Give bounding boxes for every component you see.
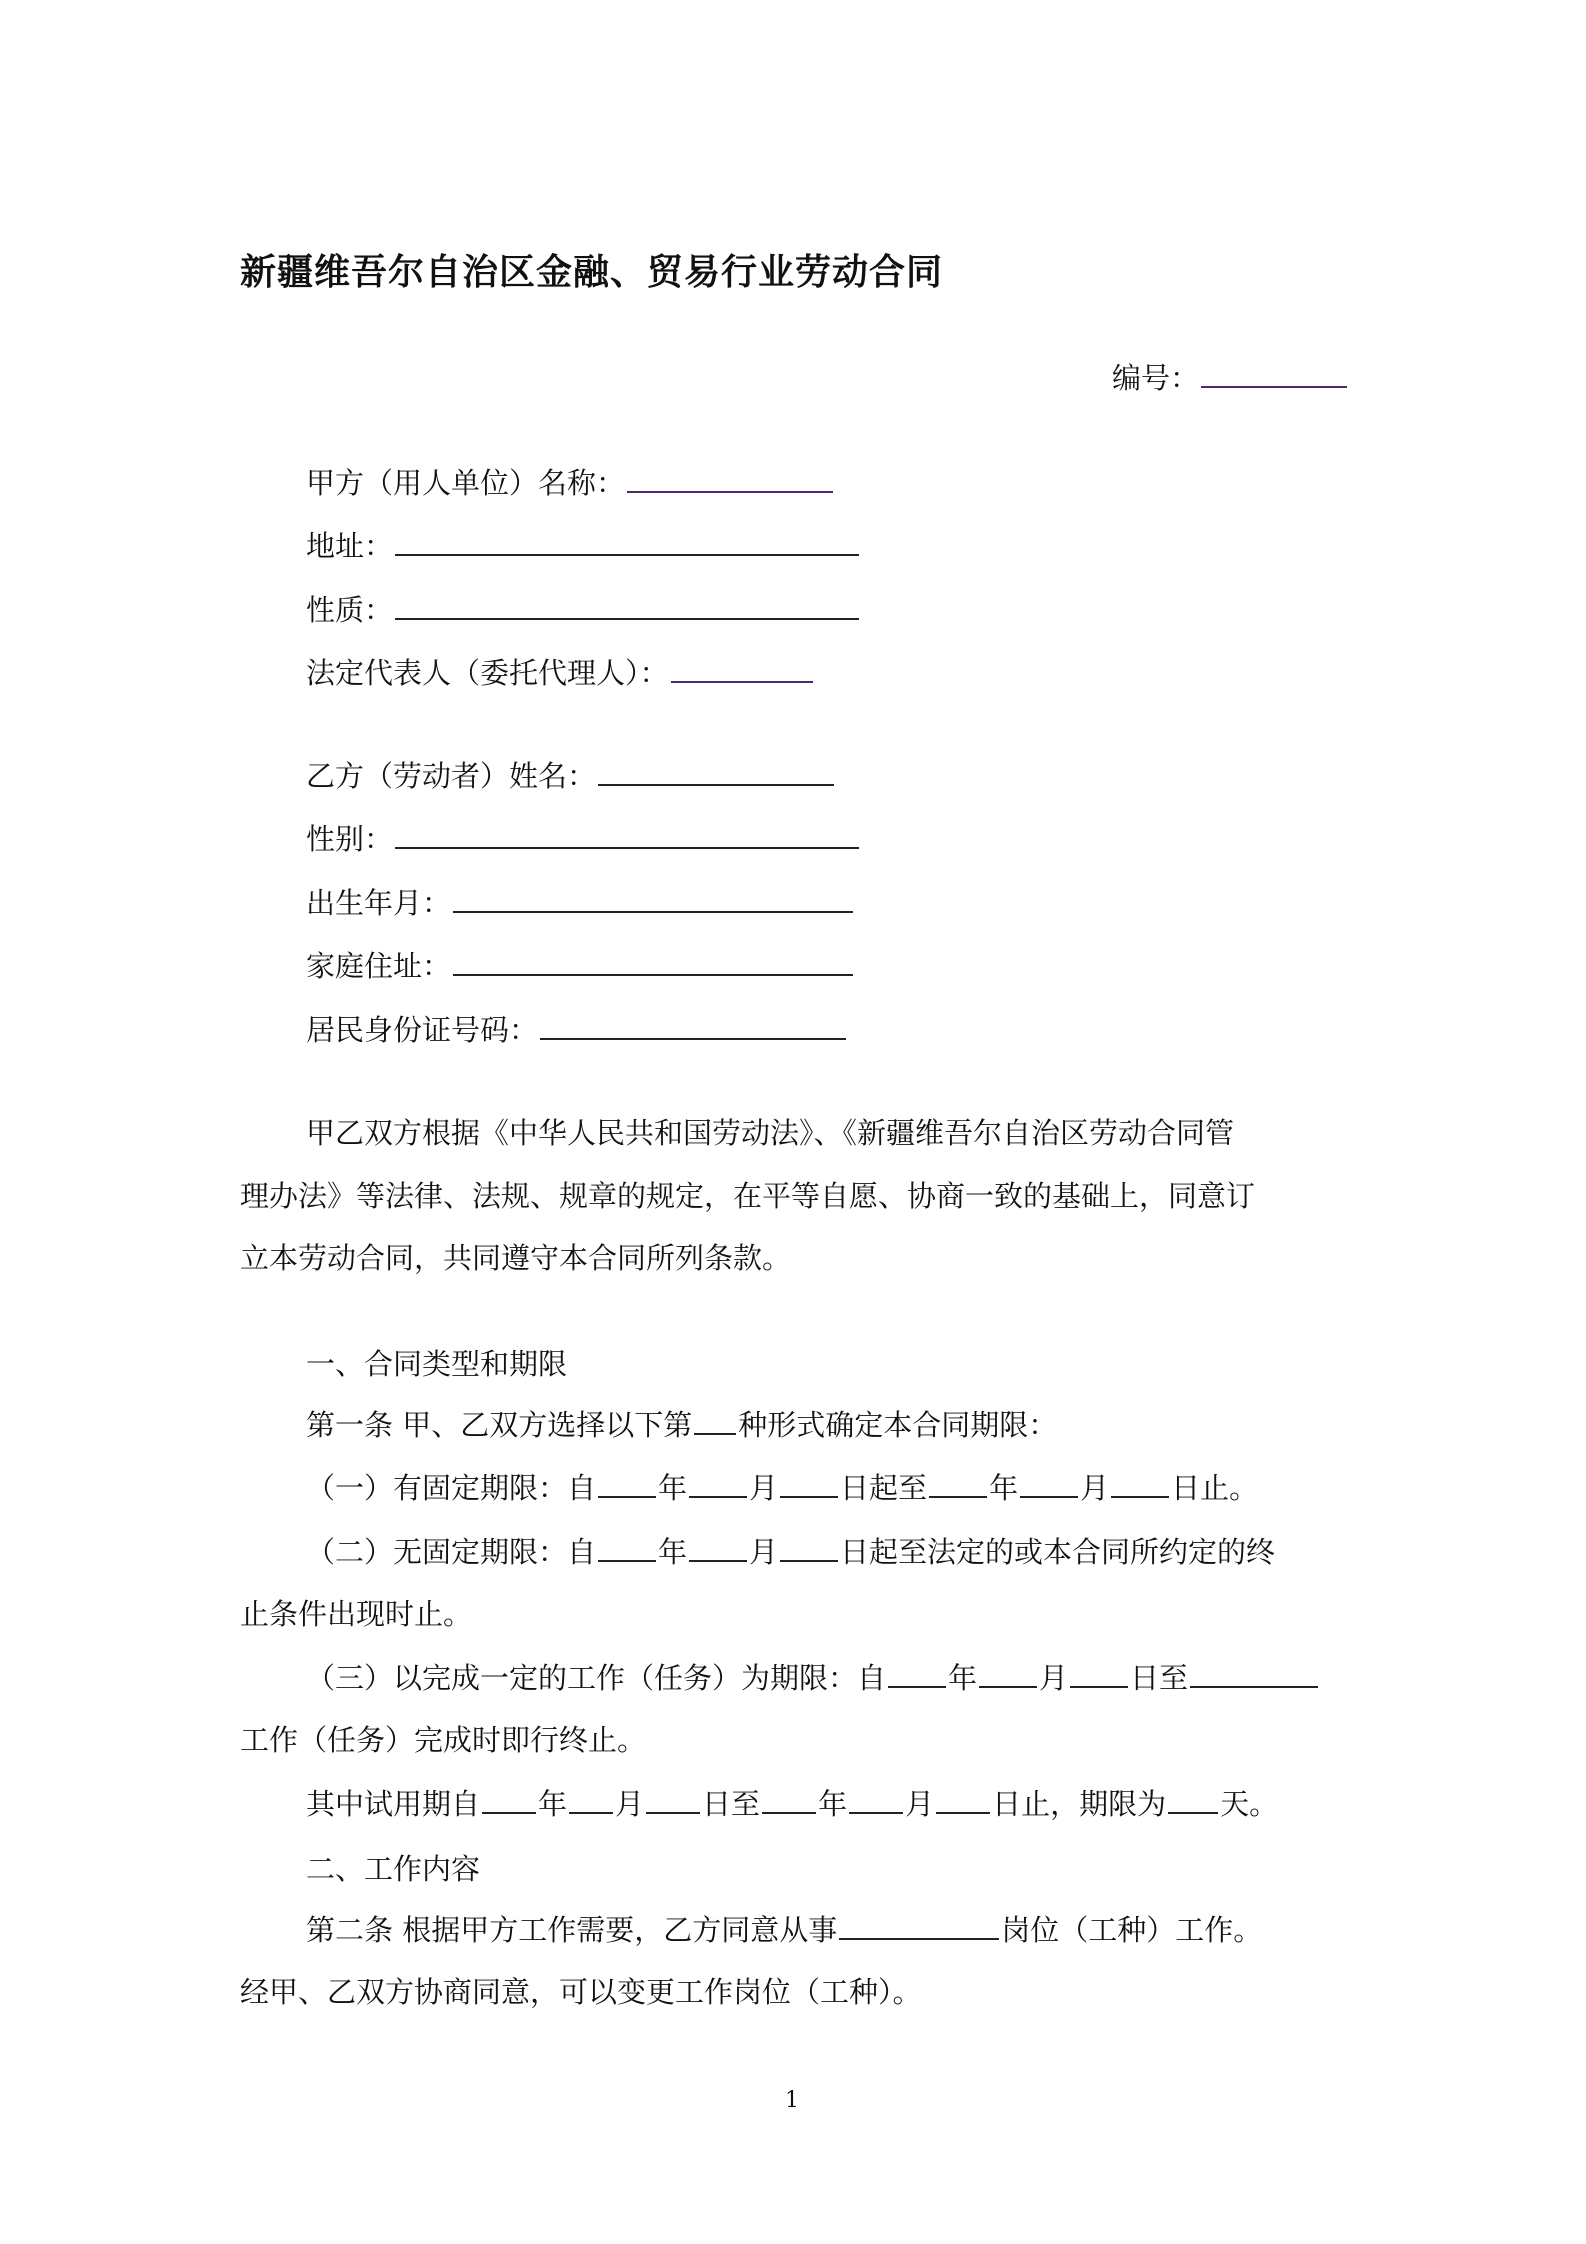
task-month-blank[interactable]	[979, 1660, 1037, 1688]
party-b-id-label: 居民身份证号码：	[306, 1013, 539, 1047]
party-b-home-row	[306, 946, 855, 986]
unit-month: 月	[749, 1471, 779, 1505]
option-2-open-term	[306, 1532, 1275, 1572]
party-b-home-label: 家庭住址：	[306, 949, 452, 983]
form-choice-blank[interactable]	[694, 1407, 736, 1435]
probation-suffix: 日止，期限为	[992, 1787, 1167, 1821]
party-a-rep-blank[interactable]	[671, 655, 813, 683]
unit-day-to: 日至	[1130, 1661, 1189, 1695]
preamble-line-1: 甲乙双方根据《中华人民共和国劳动法》、《新疆维吾尔自治区劳动合同管	[306, 1116, 1235, 1150]
preamble-line-2: 理办法》等法律、法规、规章的规定，在平等自愿、协商一致的基础上，同意订	[240, 1179, 1256, 1213]
contract-number	[1112, 358, 1349, 398]
party-b-birth-label: 出生年月：	[306, 886, 452, 920]
party-b-gender-blank[interactable]	[395, 821, 859, 849]
party-b-birth-blank[interactable]	[453, 885, 853, 913]
party-b-gender-label: 性别：	[306, 822, 394, 856]
option-2-suffix: 日起至法定的或本合同所约定的终	[840, 1535, 1276, 1569]
party-a-name-label: 甲方（用人单位）名称：	[306, 466, 626, 500]
open-start-day-blank[interactable]	[780, 1534, 838, 1562]
unit-year: 年	[989, 1471, 1019, 1505]
option-1-fixed-term	[306, 1468, 1258, 1508]
article-2-line-2: 经甲、乙双方协商同意，可以变更工作岗位（工种）。	[240, 1975, 922, 2009]
article-2-text-b: 岗位（工种）工作。	[1001, 1913, 1263, 1947]
section-1-heading: 一、合同类型和期限	[306, 1347, 568, 1381]
unit-year: 年	[818, 1787, 848, 1821]
end-month-blank[interactable]	[1020, 1470, 1078, 1498]
unit-year: 年	[948, 1661, 978, 1695]
party-a-address-blank[interactable]	[395, 528, 859, 556]
open-start-year-blank[interactable]	[598, 1534, 656, 1562]
unit-year: 年	[658, 1535, 688, 1569]
article-1-text-b: 种形式确定本合同期限：	[738, 1408, 1058, 1442]
unit-day-to: 日至	[702, 1787, 761, 1821]
number-label: 编号：	[1112, 361, 1200, 395]
party-b-id-blank[interactable]	[540, 1012, 846, 1040]
task-name-blank[interactable]	[1190, 1660, 1318, 1688]
unit-year: 年	[538, 1787, 568, 1821]
task-day-blank[interactable]	[1070, 1660, 1128, 1688]
probation-start-year-blank[interactable]	[482, 1786, 536, 1814]
party-a-nature-blank[interactable]	[395, 592, 859, 620]
page-number: 1	[785, 2088, 799, 2113]
unit-month: 月	[749, 1535, 779, 1569]
option-3-label: （三）以完成一定的工作（任务）为期限：自	[306, 1661, 887, 1695]
unit-month: 月	[1039, 1661, 1069, 1695]
probation-label: 其中试用期自	[306, 1787, 481, 1821]
probation-end-month-blank[interactable]	[849, 1786, 903, 1814]
party-b-gender-row	[306, 819, 861, 859]
party-b-birth-row	[306, 883, 855, 923]
party-a-rep-label: 法定代表人（委托代理人）：	[306, 656, 669, 690]
party-a-name-blank[interactable]	[627, 465, 833, 493]
end-day-blank[interactable]	[1111, 1470, 1169, 1498]
party-a-name-row	[306, 463, 835, 503]
party-b-id-row	[306, 1010, 848, 1050]
probation-end-year-blank[interactable]	[762, 1786, 816, 1814]
unit-month: 月	[905, 1787, 935, 1821]
end-year-blank[interactable]	[929, 1470, 987, 1498]
party-a-address-row	[306, 526, 861, 566]
unit-day-start: 日起至	[840, 1471, 928, 1505]
option-3-task-term	[306, 1658, 1320, 1698]
article-2-text-a: 第二条 根据甲方工作需要，乙方同意从事	[306, 1913, 838, 1947]
start-day-blank[interactable]	[780, 1470, 838, 1498]
section-2-heading: 二、工作内容	[306, 1852, 481, 1886]
unit-year: 年	[658, 1471, 688, 1505]
number-blank[interactable]	[1201, 360, 1347, 388]
party-b-name-blank[interactable]	[598, 758, 834, 786]
option-3-line-2: 工作（任务）完成时即行终止。	[240, 1723, 647, 1757]
unit-month: 月	[615, 1787, 645, 1821]
probation-days-blank[interactable]	[1168, 1786, 1218, 1814]
unit-day-end: 日止。	[1171, 1471, 1259, 1505]
task-year-blank[interactable]	[888, 1660, 946, 1688]
probation-period	[306, 1784, 1278, 1824]
option-2-label: （二）无固定期限：自	[306, 1535, 597, 1569]
article-2	[306, 1910, 1262, 1950]
party-a-address-label: 地址：	[306, 529, 394, 563]
party-a-rep-row	[306, 653, 815, 693]
article-1	[306, 1405, 1057, 1445]
party-b-name-row	[306, 756, 836, 796]
preamble-line-3: 立本劳动合同，共同遵守本合同所列条款。	[240, 1241, 792, 1275]
document-title: 新疆维吾尔自治区金融、贸易行业劳动合同	[240, 252, 944, 293]
unit-month: 月	[1080, 1471, 1110, 1505]
party-a-nature-row	[306, 590, 861, 630]
probation-end-day-blank[interactable]	[936, 1786, 990, 1814]
unit-days: 天。	[1220, 1787, 1279, 1821]
probation-start-month-blank[interactable]	[569, 1786, 613, 1814]
party-b-home-blank[interactable]	[453, 948, 853, 976]
party-a-nature-label: 性质：	[306, 593, 394, 627]
position-blank[interactable]	[839, 1912, 999, 1940]
start-month-blank[interactable]	[689, 1470, 747, 1498]
option-2-line-2: 止条件出现时止。	[240, 1597, 473, 1631]
probation-start-day-blank[interactable]	[646, 1786, 700, 1814]
start-year-blank[interactable]	[598, 1470, 656, 1498]
open-start-month-blank[interactable]	[689, 1534, 747, 1562]
party-b-name-label: 乙方（劳动者）姓名：	[306, 759, 597, 793]
option-1-label: （一）有固定期限：自	[306, 1471, 597, 1505]
article-1-text-a: 第一条 甲、乙双方选择以下第	[306, 1408, 693, 1442]
